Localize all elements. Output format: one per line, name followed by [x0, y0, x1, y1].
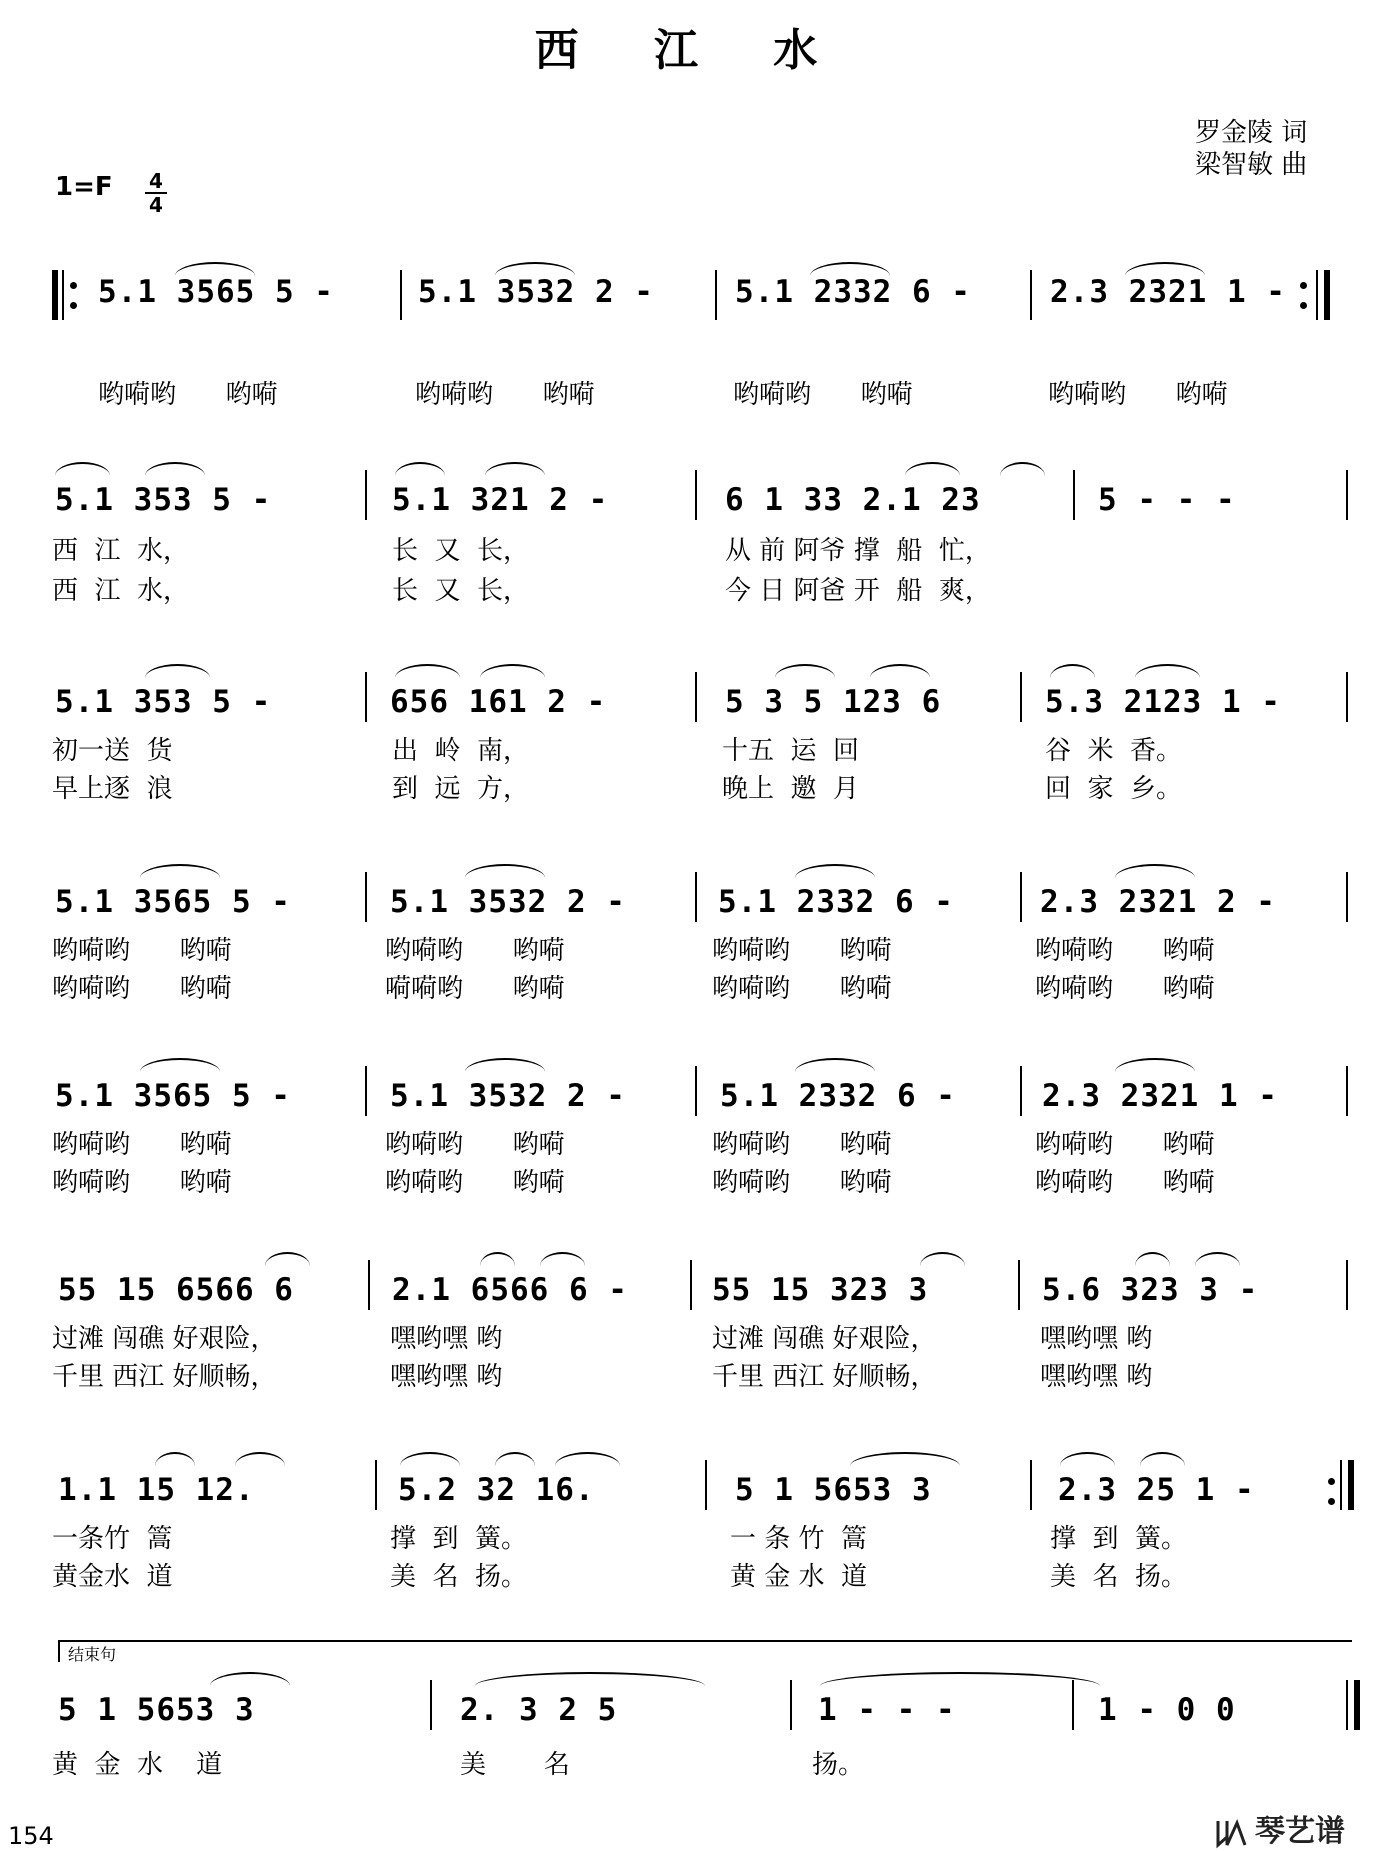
lyric-line: 谷 米 香。 [1045, 736, 1183, 766]
lyric-line: 哟嗬哟 哟嗬 [52, 936, 232, 966]
measure-notes: 5.1 2332 6 - [718, 884, 954, 920]
lyric-line: 哟嗬哟 哟嗬 [52, 974, 232, 1004]
slur [400, 1452, 460, 1466]
slur [175, 262, 255, 276]
barline [1020, 1066, 1022, 1116]
measure-notes: 2.1 6566 6 - [392, 1272, 628, 1308]
lyric-line: 晚上 邀 月 [722, 774, 860, 804]
lyric-line: 哟嗬哟 哟嗬 [733, 380, 913, 410]
lyric-line: 黄 金 水 道 [52, 1750, 223, 1780]
repeat-end-barline [1348, 1460, 1354, 1510]
barline [365, 470, 367, 520]
barline [1018, 1260, 1020, 1310]
lyric-line: 初一送 货 [52, 736, 173, 766]
lyric-line: 扬。 [812, 1750, 865, 1780]
repeat-dot [1328, 1478, 1335, 1485]
slur [475, 1672, 705, 1686]
lyric-line: 哟嗬哟 哟嗬 [712, 1130, 892, 1160]
lyric-line: 哟嗬哟 哟嗬 [52, 1130, 232, 1160]
key-signature: 1=F [55, 172, 113, 202]
slur [1050, 664, 1095, 678]
slur [1135, 1252, 1170, 1266]
lyric-line: 千里 西江 好顺畅， [52, 1362, 277, 1392]
lyric-line: 今 日 阿爸 开 船 爽， [725, 576, 991, 606]
measure-notes: 55 15 323 3 [712, 1272, 929, 1308]
watermark-logo [1215, 1806, 1345, 1850]
slur [870, 664, 930, 678]
measure-notes: 2.3 2321 1 - [1050, 274, 1286, 310]
barline [400, 270, 402, 320]
slur [480, 664, 545, 678]
lyric-line: 十五 运 回 [722, 736, 860, 766]
slur [1135, 664, 1200, 678]
slur [465, 864, 545, 878]
lyric-line: 美 名 [460, 1750, 570, 1780]
slur [905, 462, 960, 476]
lyric-line: 哟嗬哟 哟嗬 [1035, 1168, 1215, 1198]
measure-notes: 5.3 2123 1 - [1045, 684, 1281, 720]
lyric-line: 哟嗬哟 哟嗬 [712, 1168, 892, 1198]
measure-notes: 5.1 353 5 - [55, 684, 272, 720]
lyric-line: 千里 西江 好顺畅， [712, 1362, 937, 1392]
repeat-dot [1328, 1498, 1335, 1505]
lyric-line: 早上逐 浪 [52, 774, 173, 804]
measure-notes: 5 3 5 123 6 [725, 684, 942, 720]
lyric-line: 黄 金 水 道 [730, 1562, 868, 1592]
slur [850, 1452, 960, 1466]
slur [485, 462, 545, 476]
time-signature-top: 4 [149, 169, 163, 193]
measure-notes: 5.6 323 3 - [1042, 1272, 1259, 1308]
slur [810, 262, 890, 276]
slur [140, 1058, 220, 1072]
measure-notes: 5.1 3532 2 - [390, 884, 626, 920]
slur [155, 1452, 195, 1466]
barline [695, 470, 697, 520]
composer-credit: 梁智敏 曲 [1195, 150, 1308, 180]
repeat-dot [1300, 282, 1307, 289]
lyric-line: 哟嗬哟 哟嗬 [1035, 974, 1215, 1004]
measure-notes: 5 - - - [1098, 482, 1236, 518]
barline [1316, 270, 1318, 320]
lyric-line: 西 江 水， [52, 576, 190, 606]
barline [790, 1680, 792, 1730]
slur [235, 1452, 285, 1466]
barline [1346, 872, 1348, 922]
lyricist-credit: 罗金陵 词 [1195, 118, 1308, 148]
slur [265, 1252, 310, 1266]
watermark-text: 琴艺谱 [1255, 1814, 1345, 1849]
repeat-start-barline [52, 270, 58, 320]
lyric-line: 嘿哟嘿 哟 [1040, 1362, 1153, 1392]
barline [695, 872, 697, 922]
lyric-line: 一条竹 篙 [52, 1524, 173, 1554]
slur [1125, 262, 1205, 276]
measure-notes: 5.2 32 16. [398, 1472, 595, 1508]
slur [55, 462, 110, 476]
slur [145, 664, 210, 678]
repeat-end-barline [1324, 270, 1330, 320]
lyric-line: 哟嗬哟 哟嗬 [1035, 1130, 1215, 1160]
barline [690, 1260, 692, 1310]
barline [62, 270, 64, 320]
barline [1340, 1460, 1342, 1510]
slur [145, 462, 205, 476]
slur [395, 664, 460, 678]
measure-notes: 2.3 2321 2 - [1040, 884, 1276, 920]
lyric-line: 哟嗬哟 哟嗬 [415, 380, 595, 410]
lyric-line: 哟嗬哟 哟嗬 [385, 936, 565, 966]
repeat-dot [1300, 302, 1307, 309]
barline [1030, 270, 1032, 320]
barline [705, 1460, 707, 1510]
barline [1020, 872, 1022, 922]
lyric-line: 美 名 扬。 [390, 1562, 528, 1592]
slur [210, 1672, 290, 1686]
lyric-line: 西 江 水， [52, 536, 190, 566]
slur [820, 1672, 1100, 1686]
slur [495, 1452, 535, 1466]
slur [480, 1252, 515, 1266]
barline [1020, 672, 1022, 722]
measure-notes: 1 - 0 0 [1098, 1692, 1236, 1728]
repeat-dot [70, 282, 77, 289]
lyric-line: 美 名 扬。 [1050, 1562, 1188, 1592]
measure-notes: 6 1 33 2.1 23 [725, 482, 981, 518]
barline [715, 270, 717, 320]
lyric-line: 长 又 长， [392, 576, 530, 606]
barline [1072, 1680, 1074, 1730]
lyric-line: 撑 到 簧。 [390, 1524, 528, 1554]
measure-notes: 5.1 3565 5 - [55, 1078, 291, 1114]
slur [555, 1452, 620, 1466]
lyric-line: 撑 到 簧。 [1050, 1524, 1188, 1554]
slur [1115, 1058, 1195, 1072]
slur [920, 1252, 965, 1266]
slur [775, 664, 835, 678]
barline [1346, 1260, 1348, 1310]
ending-bracket [58, 1640, 1352, 1662]
measure-notes: 5.1 3565 5 - [98, 274, 334, 310]
lyric-line: 嗬嗬哟 哟嗬 [385, 974, 565, 1004]
barline [1346, 1680, 1348, 1730]
measure-notes: 1 - - - [818, 1692, 956, 1728]
lyric-line: 过滩 闯礁 好艰险， [52, 1324, 277, 1354]
barline [375, 1460, 377, 1510]
lyric-line: 黄金水 道 [52, 1562, 173, 1592]
lyric-line: 哟嗬哟 哟嗬 [1035, 936, 1215, 966]
lyric-line: 过滩 闯礁 好艰险， [712, 1324, 937, 1354]
barline [1073, 470, 1075, 520]
slur [1140, 1452, 1185, 1466]
lyric-line: 哟嗬哟 哟嗬 [712, 936, 892, 966]
barline [1030, 1460, 1032, 1510]
lyric-line: 哟嗬哟 哟嗬 [712, 974, 892, 1004]
barline [1346, 470, 1348, 520]
lyric-line: 一 条 竹 篙 [730, 1524, 868, 1554]
barline [695, 672, 697, 722]
lyric-line: 哟嗬哟 哟嗬 [52, 1168, 232, 1198]
ending-label: 结束句 [68, 1645, 117, 1664]
measure-notes: 5.1 2332 6 - [720, 1078, 956, 1114]
barline [368, 1260, 370, 1310]
lyric-line: 长 又 长， [392, 536, 530, 566]
measure-notes: 5 1 5653 3 [735, 1472, 932, 1508]
measure-notes: 5.1 321 2 - [392, 482, 609, 518]
slur [1000, 462, 1045, 476]
lyric-line: 哟嗬哟 哟嗬 [385, 1130, 565, 1160]
measure-notes: 5.1 353 5 - [55, 482, 272, 518]
song-title: 西 江 水 [534, 25, 848, 76]
measure-notes: 656 161 2 - [390, 684, 607, 720]
slur [465, 1058, 545, 1072]
lyric-line: 哟嗬哟 哟嗬 [1048, 380, 1228, 410]
barline [365, 672, 367, 722]
lyric-line: 哟嗬哟 哟嗬 [385, 1168, 565, 1198]
barline [1346, 1066, 1348, 1116]
page-number: 154 [8, 1822, 54, 1850]
measure-notes: 5 1 5653 3 [58, 1692, 255, 1728]
lyric-line: 嘿哟嘿 哟 [390, 1324, 503, 1354]
lyric-line: 哟嗬哟 哟嗬 [98, 380, 278, 410]
barline [365, 1066, 367, 1116]
slur [1115, 864, 1195, 878]
measure-notes: 55 15 6566 6 [58, 1272, 294, 1308]
lyric-line: 出 岭 南， [392, 736, 530, 766]
lyric-line: 回 家 乡。 [1045, 774, 1183, 804]
qinyipu-logo-icon [1215, 1817, 1249, 1849]
time-signature [145, 170, 167, 216]
measure-notes: 2.3 25 1 - [1058, 1472, 1255, 1508]
slur [395, 462, 445, 476]
barline [695, 1066, 697, 1116]
slur [1195, 1252, 1240, 1266]
slur [540, 1252, 585, 1266]
measure-notes: 5.1 2332 6 - [735, 274, 971, 310]
lyric-line: 嘿哟嘿 哟 [1040, 1324, 1153, 1354]
barline [365, 872, 367, 922]
measure-notes: 2.3 2321 1 - [1042, 1078, 1278, 1114]
measure-notes: 5.1 3565 5 - [55, 884, 291, 920]
lyric-line: 到 远 方， [392, 774, 530, 804]
barline [1346, 672, 1348, 722]
time-signature-bottom: 4 [145, 192, 167, 216]
slur [795, 1058, 875, 1072]
slur [795, 864, 875, 878]
lyric-line: 嘿哟嘿 哟 [390, 1362, 503, 1392]
measure-notes: 2. 3 2 5 [460, 1692, 618, 1728]
repeat-dot [70, 302, 77, 309]
measure-notes: 1.1 15 12. [58, 1472, 255, 1508]
slur [1060, 1452, 1115, 1466]
barline [430, 1680, 432, 1730]
measure-notes: 5.1 3532 2 - [390, 1078, 626, 1114]
slur [495, 262, 575, 276]
measure-notes: 5.1 3532 2 - [418, 274, 654, 310]
slur [140, 864, 220, 878]
lyric-line: 从 前 阿爷 撑 船 忙， [725, 536, 991, 566]
final-barline [1354, 1680, 1360, 1730]
